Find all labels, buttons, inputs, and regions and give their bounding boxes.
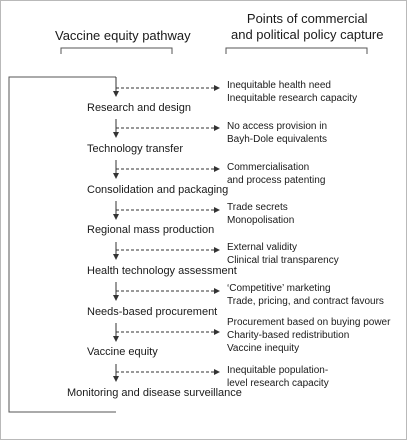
capture-note-monitoring	[227, 364, 329, 390]
capture-note-consolidation	[227, 161, 325, 187]
capture-note-line: and process patenting	[227, 175, 326, 186]
stage-health-technology-assessment: Health technology assessment	[87, 265, 237, 277]
capture-note-line: ‘Competitive’ marketing	[227, 283, 331, 294]
capture-note-vaccine-equity	[227, 316, 390, 355]
pathway-heading-bracket	[61, 48, 172, 54]
stage-monitoring-and-disease-surveillance: Monitoring and disease surveillance	[67, 387, 242, 399]
capture-note-line: Trade secrets	[227, 202, 288, 213]
capture-note-line: External validity	[227, 242, 298, 253]
capture-note-line: Monopolisation	[227, 215, 295, 226]
capture-note-line: Procurement based on buying power	[227, 317, 391, 328]
capture-note-mass-production	[227, 201, 294, 227]
capture-heading-line-1: Points of commercial	[246, 11, 368, 26]
capture-note-line: Charity-based redistribution	[227, 330, 350, 341]
stage-regional-mass-production: Regional mass production	[87, 224, 215, 236]
capture-note-line: level research capacity	[227, 378, 329, 389]
stage-research-and-design: Research and design	[87, 102, 191, 114]
capture-note-line: Inequitable research capacity	[227, 93, 358, 104]
capture-note-hta	[227, 241, 339, 267]
capture-note-line: No access provision in	[227, 121, 328, 132]
capture-note-procurement	[227, 282, 384, 308]
capture-note-technology-transfer	[227, 120, 327, 146]
stage-technology-transfer: Technology transfer	[87, 143, 183, 155]
capture-note-line: Inequitable health need	[227, 80, 331, 91]
pathway-connectors	[1, 1, 406, 439]
pathway-heading: Vaccine equity pathway	[55, 28, 191, 43]
capture-note-line: Trade, pricing, and contract favours	[227, 296, 384, 307]
capture-note-research	[227, 79, 357, 105]
stage-needs-based-procurement: Needs-based procurement	[87, 306, 218, 318]
stage-vaccine-equity: Vaccine equity	[87, 346, 158, 358]
capture-note-line: Commercialisation	[227, 162, 310, 173]
capture-note-line: Clinical trial transparency	[227, 255, 339, 266]
capture-note-line: Vaccine inequity	[227, 343, 300, 354]
capture-heading-bracket	[226, 48, 367, 54]
capture-heading-line-2: and political policy capture	[231, 27, 384, 42]
capture-note-line: Bayh-Dole equivalents	[227, 134, 328, 145]
feedback-loop	[9, 77, 116, 412]
stage-consolidation-and-packaging: Consolidation and packaging	[87, 184, 229, 196]
capture-note-line: Inequitable population-	[227, 365, 329, 376]
